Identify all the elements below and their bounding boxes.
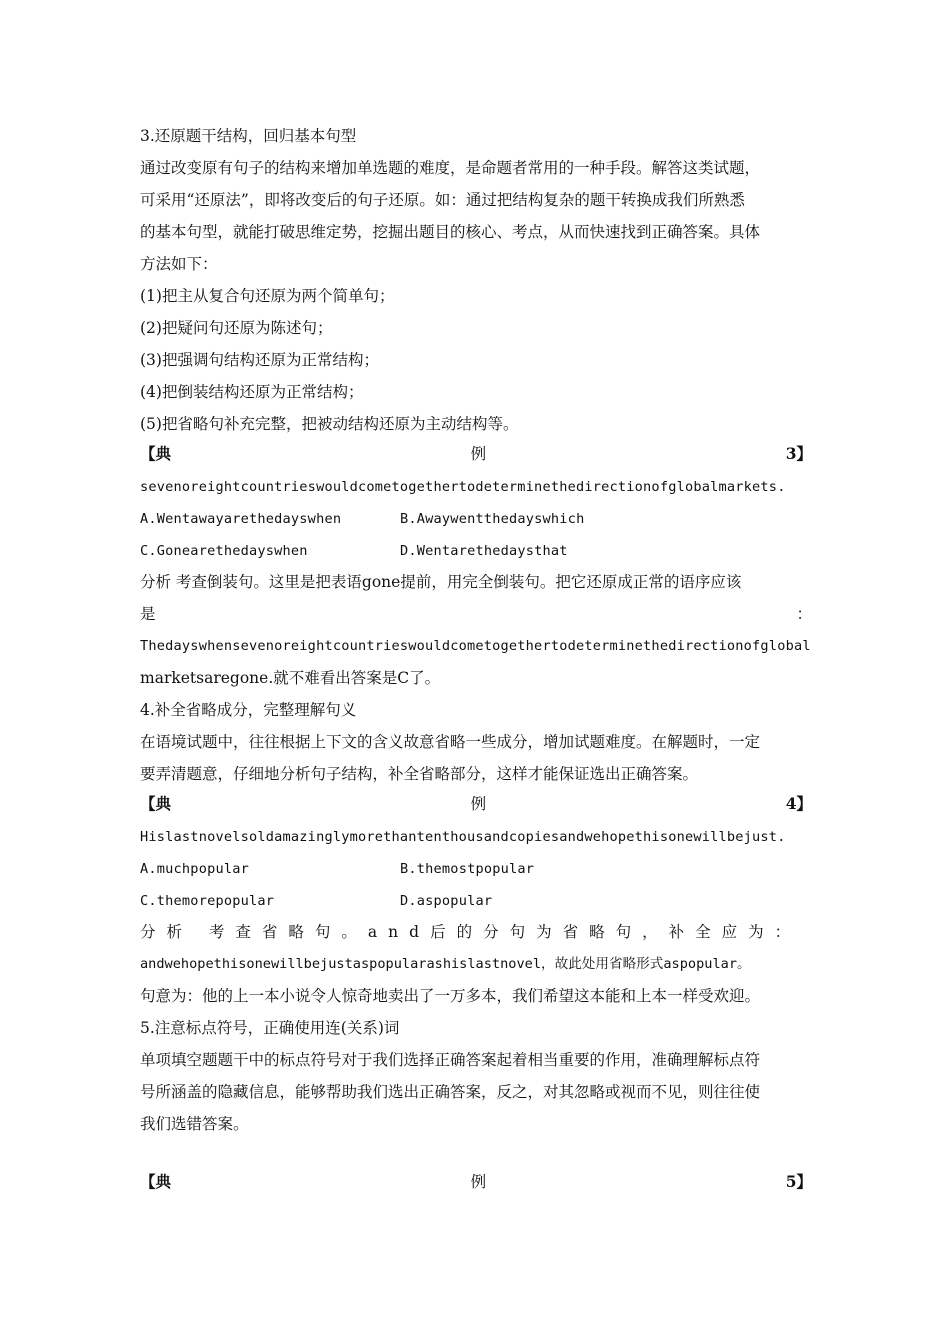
example3-analysis-line: Thedayswhensevenoreightcountrieswouldcometogethertodeterminethedirectionofglobal [140,638,811,654]
example4-analysis-line: 分析 考查省略句。and后的分句为省略句，补全应为： [140,923,802,941]
example-label-mid: 例 [470,445,487,463]
option-d: D.Wentarethedaysthat [400,543,568,559]
method-item: (4)把倒装结构还原为正常结构； [140,383,364,401]
example4-options-row2 [140,890,812,912]
option-a: A.Wentawayarethedayswhen [140,511,342,527]
example3-analysis-line: 分析 考查倒装句。这里是把表语gone提前，用完全倒装句。把它还原成正常的语序应该 [140,573,742,591]
example-label-left: 【典 [140,444,172,463]
example4-question: Hislastnovelsoldamazinglymorethantenthousandcopiesandwehopethisonewillbejust. [140,829,786,845]
example3-question: sevenoreightcountrieswouldcometogethertodeterminethedirectionofglobalmarkets. [140,479,786,495]
option-d: D.aspopular [400,893,493,909]
example-label-mid: 例 [470,795,487,813]
option-c: C.themorepopular [140,893,275,909]
method-item: (2)把疑问句还原为陈述句； [140,319,333,337]
example-label-right: 4】 [785,794,812,813]
section5-paragraph-line: 我们选错答案。 [140,1115,249,1133]
example4-options-row1 [140,858,812,880]
section3-paragraph-line: 的基本句型，就能打破思维定势，挖掘出题目的核心、考点，从而快速找到正确答案。具体 [140,223,761,241]
example3-analysis-line [140,603,812,625]
section3-paragraph-line: 方法如下： [140,255,218,273]
example5-label [140,1171,812,1193]
example-label-left: 【典 [140,794,172,813]
example-label-left: 【典 [140,1172,172,1191]
method-item: (5)把省略句补充完整，把被动结构还原为主动结构等。 [140,415,519,433]
option-b: B.themostpopular [400,861,535,877]
example4-analysis-line: andwehopethisonewillbejustaspopularashislastnovel，故此处用省略形式aspopular。 [140,956,751,972]
section5-heading: 5.注意标点符号，正确使用连(关系)词 [140,1019,400,1037]
section5-paragraph-line: 单项填空题题干中的标点符号对于我们选择正确答案起着相当重要的作用，准确理解标点符 [140,1051,761,1069]
analysis-text-right: ： [796,605,812,623]
example3-options-row2 [140,540,812,562]
example-label-right: 5】 [785,1172,812,1191]
method-item: (1)把主从复合句还原为两个简单句； [140,287,395,305]
section4-paragraph-line: 要弄清题意，仔细地分析句子结构，补全省略部分，这样才能保证选出正确答案。 [140,765,699,783]
analysis-text-left: 是 [140,605,156,623]
section5-paragraph-line: 号所涵盖的隐藏信息，能够帮助我们选出正确答案，反之，对其忽略或视而不见，则往往使 [140,1083,761,1101]
example3-analysis-line: marketsaregone.就不难看出答案是C了。 [140,669,441,687]
example-label-right: 3】 [785,444,812,463]
section3-paragraph-line: 可采用“还原法”，即将改变后的句子还原。如：通过把结构复杂的题干转换成我们所熟悉 [140,191,745,209]
option-a: A.muchpopular [140,861,249,877]
example4-analysis-line: 句意为：他的上一本小说令人惊奇地卖出了一万多本，我们希望这本能和上本一样受欢迎。 [140,987,761,1005]
example4-label [140,793,812,815]
example3-label [140,443,812,465]
section3-heading: 3.还原题干结构，回归基本句型 [140,127,357,145]
example3-options-row1 [140,508,812,530]
section4-heading: 4.补全省略成分，完整理解句义 [140,701,357,719]
section4-paragraph-line: 在语境试题中，往往根据上下文的含义故意省略一些成分，增加试题难度。在解题时，一定 [140,733,761,751]
option-c: C.Gonearethedayswhen [140,543,308,559]
example-label-mid: 例 [470,1173,487,1191]
option-b: B.Awaywentthedayswhich [400,511,585,527]
method-item: (3)把强调句结构还原为正常结构； [140,351,379,369]
section3-paragraph-line: 通过改变原有句子的结构来增加单选题的难度，是命题者常用的一种手段。解答这类试题， [140,159,761,177]
